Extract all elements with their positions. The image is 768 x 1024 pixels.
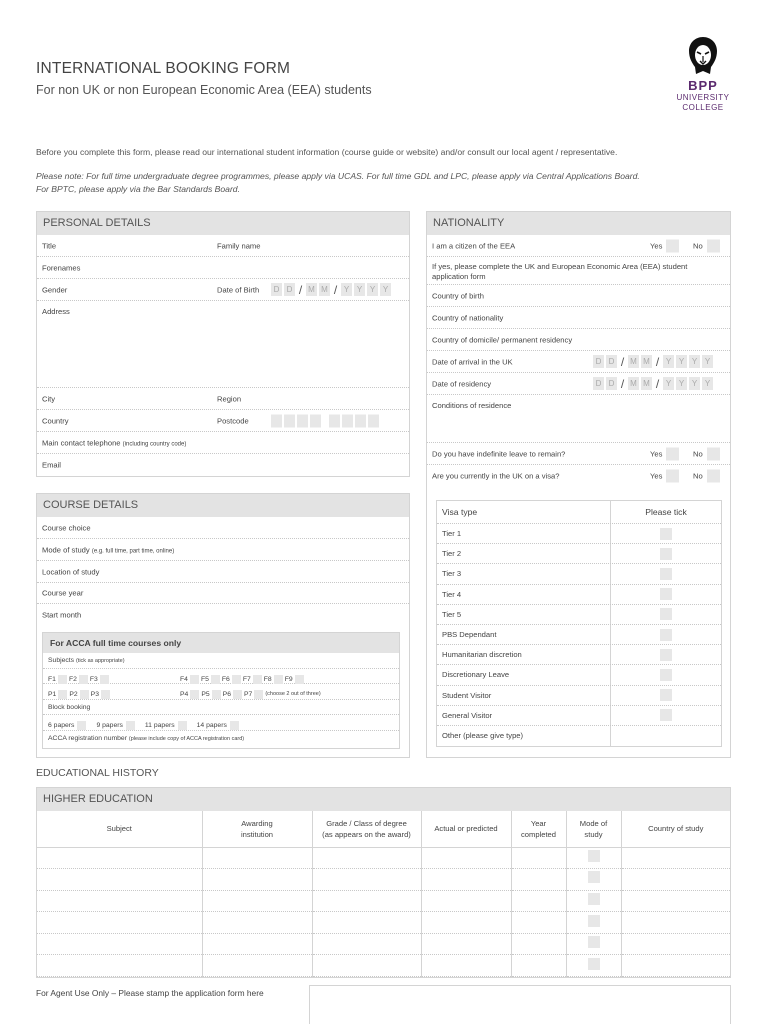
on-visa-label: Are you currently in the UK on a visa? <box>432 471 560 481</box>
note-text <box>36 170 746 196</box>
personal-details-panel <box>36 211 410 477</box>
start-month-row[interactable] <box>37 604 409 625</box>
form-title: INTERNATIONAL BOOKING FORM <box>36 60 291 77</box>
visa-tick-box[interactable] <box>660 608 672 620</box>
acca-block-booking-row: Block booking <box>43 700 399 716</box>
form-subtitle: For non UK or non European Economic Area (EEA) students <box>36 83 372 97</box>
email-label: Email <box>42 460 61 470</box>
acca-p-row <box>43 684 399 700</box>
postcode-label: Postcode <box>217 416 249 425</box>
visa-tick-box[interactable] <box>660 548 672 560</box>
visa-no-option[interactable]: No <box>693 470 720 483</box>
note-line-1: Please note: For full time undergraduate degree programmes, please apply via UCAS. For full time GDL and LPC, please apply via Central Applications Board. <box>36 171 640 181</box>
mode-row[interactable] <box>37 539 409 561</box>
lion-head-icon <box>686 36 720 76</box>
bpp-logo <box>672 36 734 113</box>
visa-row[interactable]: Tier 2 <box>437 544 721 564</box>
date-residency-field[interactable]: D D / M M / Y Y Y Y <box>593 377 713 391</box>
acca-p-left[interactable]: P1 P2 P3 <box>48 687 110 702</box>
visa-row[interactable]: Discretionary Leave <box>437 665 721 685</box>
phone-label: Main contact telephone (including country code) <box>42 438 187 447</box>
higher-education-heading: HIGHER EDUCATION <box>37 788 730 811</box>
leave-yes-option[interactable]: Yes <box>650 447 679 460</box>
country-nationality-label: Country of nationality <box>432 313 504 322</box>
visa-type-column: Visa type <box>437 501 611 523</box>
country-birth-label: Country of birth <box>432 291 484 300</box>
leave-no-option[interactable]: No <box>693 447 720 460</box>
higher-education-table <box>36 787 731 978</box>
start-month-label: Start month <box>42 610 82 619</box>
course-choice-row[interactable] <box>37 517 409 539</box>
mode-tick-box[interactable] <box>588 871 600 883</box>
eea-yes-option[interactable]: Yes <box>650 239 679 252</box>
acca-f-right[interactable]: F4 F5 F6 F7 F8 F9 <box>180 672 304 687</box>
country-nationality-row[interactable] <box>427 307 730 329</box>
visa-yes-option[interactable]: Yes <box>650 470 679 483</box>
course-year-row[interactable] <box>37 583 409 604</box>
eea-no-option[interactable]: No <box>693 239 720 252</box>
forenames-row[interactable] <box>37 257 409 279</box>
title-label: Title <box>42 241 57 250</box>
mode-label: Mode of study (e.g. full time, part time, online) <box>42 545 175 554</box>
visa-tick-box[interactable] <box>660 528 672 540</box>
indefinite-leave-row <box>427 443 730 465</box>
city-label: City <box>42 394 56 403</box>
visa-table-header <box>437 501 721 524</box>
acca-registration-row[interactable]: ACCA registration number (please include copy of ACCA registration card) <box>48 734 245 742</box>
date-residency-row <box>427 373 730 395</box>
note-line-2: For BPTC, please apply via the Bar Standards Board. <box>36 184 240 194</box>
intro-text: Before you complete this form, please read our international student information (course guide or website) and/or consult our local agent / representative. <box>36 147 618 157</box>
country-domicile-label: Country of domicile/ permanent residency <box>432 335 573 344</box>
dob-label: Date of Birth <box>217 285 260 294</box>
country-label: Country <box>42 416 69 425</box>
mode-tick-box[interactable] <box>588 936 600 948</box>
visa-row[interactable]: Humanitarian discretion <box>437 645 721 665</box>
mode-tick-box[interactable] <box>588 915 600 927</box>
visa-tick-box[interactable] <box>660 669 672 681</box>
table-row[interactable] <box>37 955 730 977</box>
visa-row[interactable]: Tier 3 <box>437 564 721 584</box>
col-grade: Grade / Class of degree (as appears on the award) <box>312 811 421 847</box>
visa-tick-box[interactable] <box>660 629 672 641</box>
col-country-study: Country of study <box>621 811 730 847</box>
logo-line1: UNIVERSITY <box>676 93 730 102</box>
title-row[interactable] <box>37 235 409 257</box>
date-arrival-field[interactable]: D D / M M / Y Y Y Y <box>593 355 713 369</box>
family-name-label: Family name <box>217 241 261 250</box>
indefinite-leave-label: Do you have indefinite leave to remain? <box>432 449 566 458</box>
acca-p-right[interactable]: P4 P5 P6 P7 (choose 2 out of three) <box>180 691 321 698</box>
col-institution: Awarding institution <box>202 811 312 847</box>
course-details-heading: COURSE DETAILS <box>37 494 409 517</box>
visa-tick-box[interactable] <box>660 689 672 701</box>
eea-citizen-label: I am a citizen of the EEA <box>432 241 516 250</box>
col-subject: Subject <box>37 811 202 847</box>
course-year-label: Course year <box>42 588 84 598</box>
visa-tick-box[interactable] <box>660 568 672 580</box>
date-arrival-label: Date of arrival in the UK <box>432 357 513 366</box>
acca-papers-row <box>43 715 399 731</box>
visa-row[interactable]: General Visitor <box>437 706 721 726</box>
conditions-row[interactable] <box>427 395 730 443</box>
eea-citizen-row <box>427 235 730 257</box>
please-tick-column: Please tick <box>645 507 687 517</box>
address-label: Address <box>42 307 70 316</box>
mode-tick-box[interactable] <box>588 850 600 862</box>
location-label: Location of study <box>42 567 100 576</box>
if-yes-row <box>427 257 730 285</box>
address-row[interactable] <box>37 301 409 388</box>
course-choice-label: Course choice <box>42 523 91 532</box>
higher-education-header-row <box>37 811 730 847</box>
visa-tick-box[interactable] <box>660 588 672 600</box>
educational-history-title: EDUCATIONAL HISTORY <box>36 767 159 779</box>
visa-type-table <box>436 500 722 747</box>
agent-use-label: For Agent Use Only – Please stamp the application form here <box>36 988 264 998</box>
mode-tick-box[interactable] <box>588 893 600 905</box>
city-row[interactable] <box>37 388 409 410</box>
col-year-completed: Year completed <box>511 811 566 847</box>
table-row[interactable] <box>37 847 730 869</box>
acca-section <box>42 632 400 749</box>
region-label: Region <box>217 394 242 403</box>
nationality-heading: NATIONALITY <box>427 212 730 235</box>
mode-tick-box[interactable] <box>588 958 600 970</box>
col-actual-predicted: Actual or predicted <box>421 811 511 847</box>
logo-name: BPP <box>688 78 718 93</box>
date-arrival-row <box>427 351 730 373</box>
visa-tick-box[interactable] <box>660 709 672 721</box>
gender-label: Gender <box>42 285 68 294</box>
forenames-label: Forenames <box>42 263 81 272</box>
conditions-label: Conditions of residence <box>432 401 512 410</box>
location-row[interactable] <box>37 561 409 583</box>
gender-row[interactable] <box>37 279 409 301</box>
phone-row[interactable] <box>37 432 409 454</box>
postcode-boxes[interactable] <box>271 414 379 427</box>
acca-subjects-row: Subjects (tick as appropriate) <box>43 653 399 669</box>
personal-details-heading: PERSONAL DETAILS <box>37 212 409 235</box>
table-row[interactable] <box>37 912 730 934</box>
agent-stamp-box[interactable] <box>309 985 731 1024</box>
acca-heading: For ACCA full time courses only <box>43 633 399 653</box>
email-row[interactable] <box>37 454 409 476</box>
visa-row[interactable]: Tier 5 <box>437 605 721 625</box>
acca-papers-options[interactable]: 6 papers 9 papers 11 papers 14 papers <box>48 718 239 733</box>
country-birth-row[interactable] <box>427 285 730 307</box>
acca-f-left[interactable]: F1 F2 F3 <box>48 672 109 687</box>
dob-date-field[interactable]: D D / M M / Y Y Y Y <box>271 283 391 297</box>
country-domicile-row[interactable] <box>427 329 730 351</box>
date-residency-label: Date of residency <box>432 379 492 388</box>
if-yes-text: If yes, please complete the UK and European Economic Area (EEA) student application form <box>432 262 688 281</box>
visa-row[interactable]: Tier 4 <box>437 585 721 605</box>
table-row[interactable] <box>37 869 730 891</box>
on-visa-row <box>427 465 730 487</box>
table-row[interactable] <box>37 890 730 912</box>
visa-row[interactable]: PBS Dependant <box>437 625 721 645</box>
logo-line2: COLLEGE <box>682 103 724 112</box>
visa-row[interactable]: Other (please give type) <box>437 726 721 746</box>
acca-f-row <box>43 669 399 685</box>
visa-row[interactable]: Student Visitor <box>437 686 721 706</box>
visa-row[interactable]: Tier 1 <box>437 524 721 544</box>
visa-tick-box[interactable] <box>660 649 672 661</box>
col-mode-study: Mode of study <box>566 811 621 847</box>
table-row[interactable] <box>37 933 730 955</box>
country-row[interactable] <box>37 410 409 432</box>
